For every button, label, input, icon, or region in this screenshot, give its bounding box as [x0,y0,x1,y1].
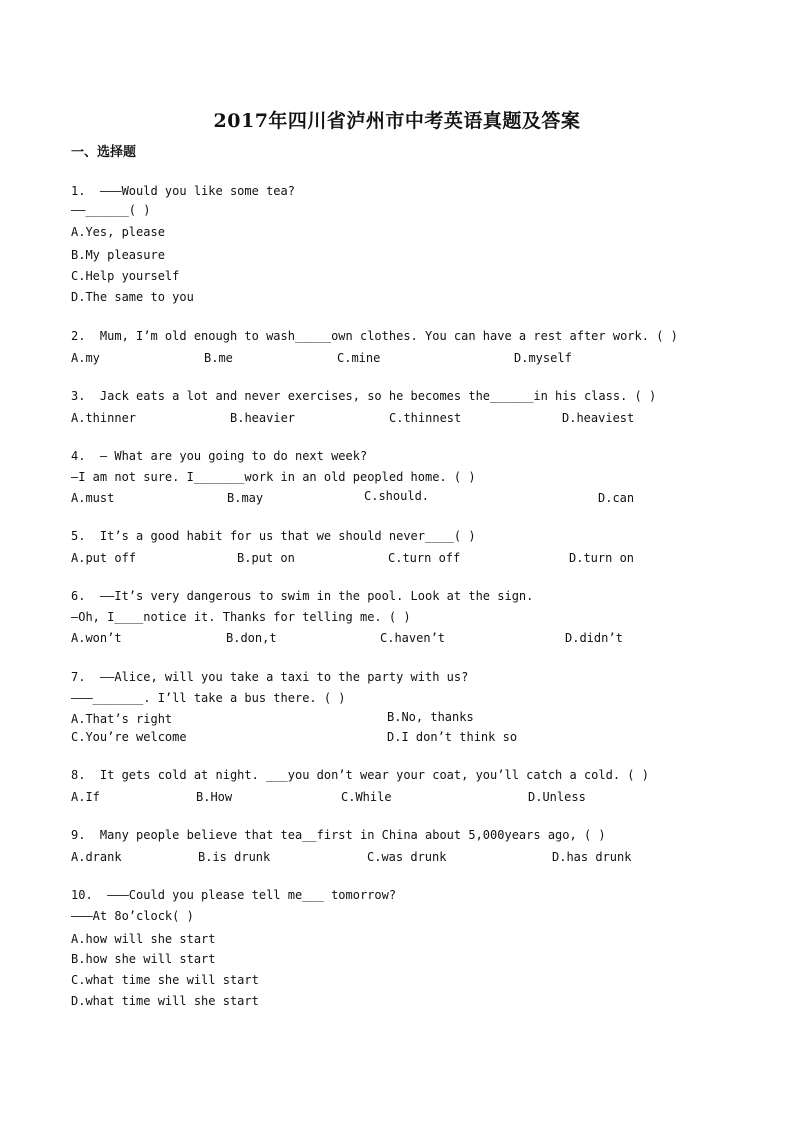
question-1-option-a: A.Yes, please [71,225,165,239]
question-5-stem-line-1: 5. It’s a good habit for us that we should never____( ) [71,529,476,543]
question-8-option-d: D.Unless [528,790,586,804]
question-1-option-d: D.The same to you [71,290,194,304]
question-6-option-a: A.won’t [71,631,122,645]
question-3-option-a: A.thinner [71,411,137,425]
question-3-option-b: B.heavier [230,411,296,425]
question-1-option-c: C.Help yourself [71,269,180,283]
question-9-stem-line-1: 9. Many people believe that tea__first in China about 5,000years ago, ( ) [71,828,606,842]
question-10-option-b: B.how she will start [71,952,216,966]
question-4-option-d: D.can [598,491,635,505]
question-9-option-a: A.drank [71,850,122,864]
question-9-option-c: C.was drunk [367,850,447,864]
question-5-option-b: B.put on [237,551,295,565]
question-2-stem-line-1: 2. Mum, I’m old enough to wash_____own clothes. You can have a rest after work. ( ) [71,329,678,343]
question-2-option-c: C.mine [337,351,381,365]
question-2-option-d: D.myself [514,351,572,365]
question-10-option-c: C.what time she will start [71,973,259,987]
question-10-option-a: A.how will she start [71,932,216,946]
question-4-stem-line-2: —I am not sure. I_______work in an old peopled home. ( ) [71,470,476,484]
question-4-stem-line-1: 4. — What are you going to do next week? [71,449,368,463]
question-9-option-b: B.is drunk [198,850,271,864]
question-3-option-d: D.heaviest [562,411,635,425]
question-4-option-b: B.may [227,491,264,505]
question-7-option-c: C.You’re welcome [71,730,187,744]
question-7-stem-line-1: 7. ——Alice, will you take a taxi to the party with us? [71,670,469,684]
question-7-option-a: A.That’s right [71,712,173,726]
question-5-option-d: D.turn on [569,551,635,565]
question-10-stem-line-2: ———At 8o’clock( ) [71,909,194,923]
question-6-option-d: D.didn’t [565,631,623,645]
question-3-stem-line-1: 3. Jack eats a lot and never exercises, so he becomes the______in his class. ( ) [71,389,657,403]
question-6-stem-line-1: 6. ——It’s very dangerous to swim in the pool. Look at the sign. [71,589,534,603]
question-6-stem-line-2: —Oh, I____notice it. Thanks for telling me. ( ) [71,610,411,624]
question-8-stem-line-1: 8. It gets cold at night. ___you don’t wear your coat, you’ll catch a cold. ( ) [71,768,649,782]
question-7-stem-line-2: ———_______. I’ll take a bus there. ( ) [71,691,346,705]
question-8-option-c: C.While [341,790,392,804]
question-7-option-d: D.I don’t think so [387,730,518,744]
question-7-option-b: B.No, thanks [387,710,474,724]
question-6-option-b: B.don,t [226,631,277,645]
question-8-option-a: A.If [71,790,100,804]
question-8-option-b: B.How [196,790,233,804]
question-1-stem-line-1: 1. ———Would you like some tea? [71,184,295,198]
question-4-option-a: A.must [71,491,115,505]
section-heading: 一、选择题 [71,145,137,160]
question-9-option-d: D.has drunk [552,850,632,864]
question-10-stem-line-1: 10. ———Could you please tell me___ tomorrow? [71,888,397,902]
question-6-option-c: C.haven’t [380,631,446,645]
page-title: 2017年四川省泸州市中考英语真题及答案 [213,110,581,132]
question-1-stem-line-2: ——______( ) [71,203,151,217]
question-1-option-b: B.My pleasure [71,248,165,262]
question-2-option-a: A.my [71,351,100,365]
question-2-option-b: B.me [204,351,233,365]
question-10-option-d: D.what time will she start [71,994,259,1008]
question-4-option-c: C.should. [364,489,430,503]
question-3-option-c: C.thinnest [389,411,462,425]
question-5-option-a: A.put off [71,551,137,565]
question-5-option-c: C.turn off [388,551,461,565]
